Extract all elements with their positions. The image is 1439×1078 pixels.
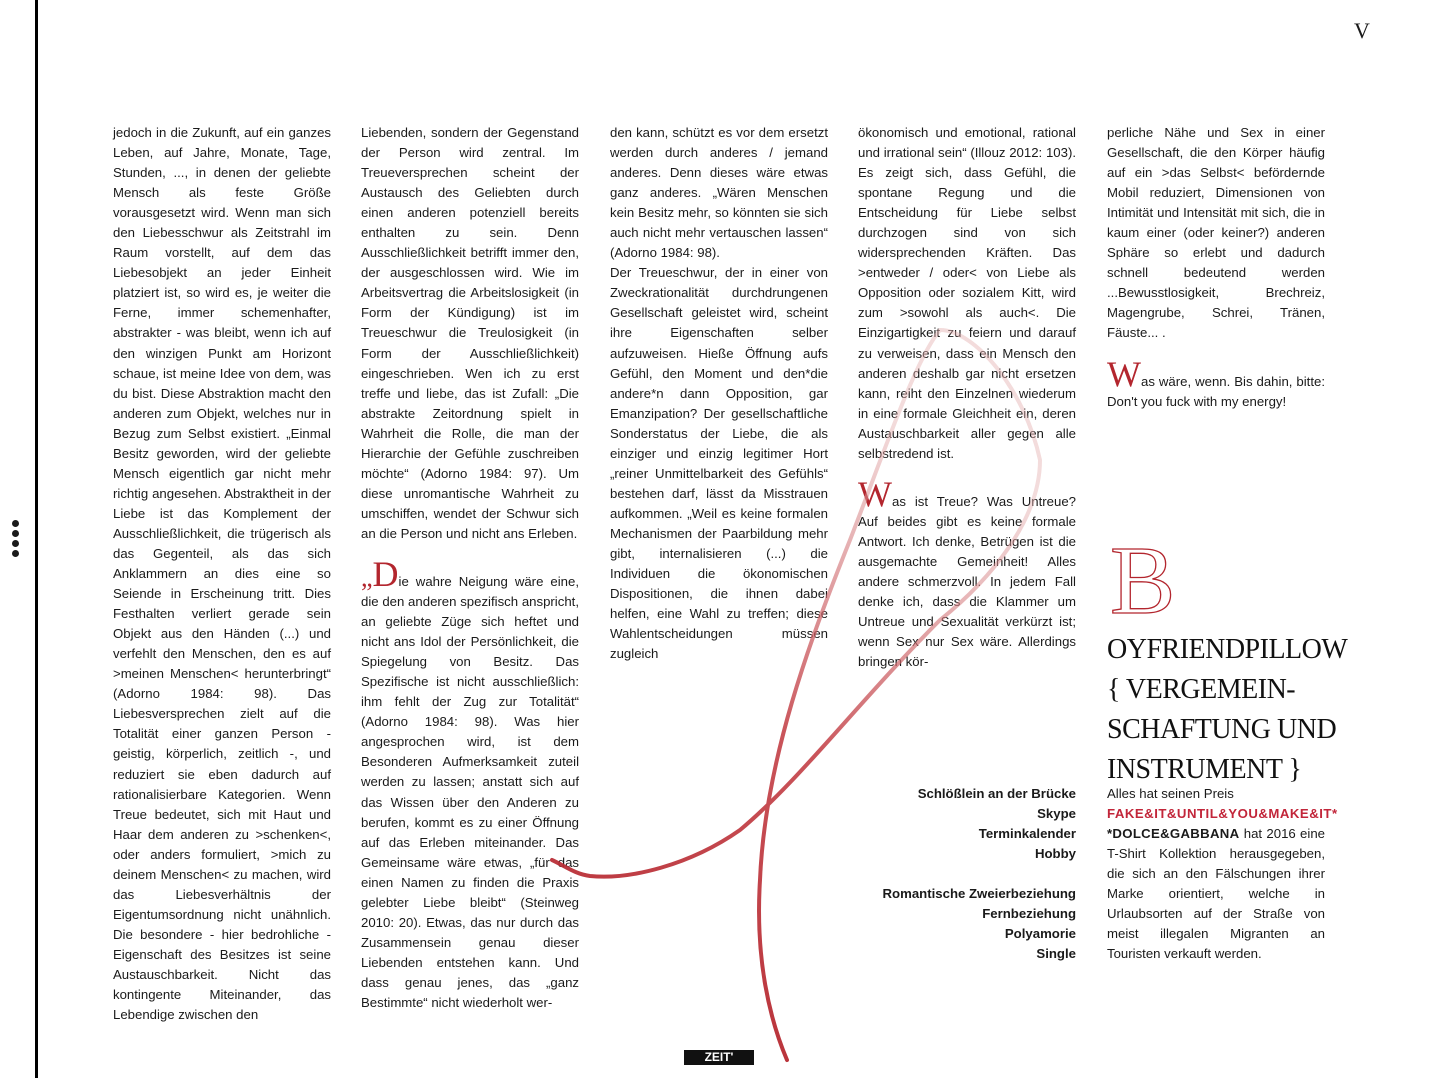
paragraph-text: as wäre, wenn. Bis dahin, bitte: Don't you fuck with my energy!: [1107, 373, 1325, 409]
text-column-1: [113, 123, 331, 1025]
keyword: Fernbeziehung: [982, 906, 1076, 922]
price-slogan: FAKE&IT&UNTIL&YOU&MAKE&IT*: [1107, 806, 1338, 822]
text-column-4: [858, 123, 1076, 672]
paragraph: ökonomisch und emotional, rational und irrational sein“ (Illouz 2012: 103). Es zeigt sich, dass Gefühl, die spontane Regung und die Entscheidung für Liebe selbst durchzogen sind von sich widersprechenden Kräften. Das >entweder / oder< von Liebe als Opposition oder sozialem Kitt, wird zum >sowohl als auch<. Die Einzigartigkeit zu feiern und darauf zu verweisen, dass ein Mensch den anderen deshalb gar nicht ersetzen kann, reiht den Einzelnen wiederum in eine formale Gleichheit ein, deren Austauschbarkeit aller gegen alle selbstredend ist.: [858, 125, 1076, 461]
quote-mark: „: [361, 562, 373, 592]
dropcap: W: [1107, 353, 1141, 394]
price-intro: Alles hat seinen Preis: [1107, 786, 1234, 801]
keyword: Single: [1036, 946, 1076, 962]
keyword: Schlößlein an der Brücke: [917, 786, 1076, 801]
price-block: [1107, 784, 1338, 964]
spine-line: [35, 0, 38, 1078]
title-line: INSTRUMENT }: [1107, 754, 1302, 785]
text-column-2: [361, 123, 579, 1013]
text-column-5: [1107, 123, 1325, 412]
paragraph: perliche Nähe und Sex in einer Gesellschaft, die den Körper häufig auf ein >das Selbst< befördernde Mobil reduziert, Dimensionen von Intimität und Intensität mit sich, die in kaum einer (oder keiner?) anderen Sphäre so erlebt und dadurch schnell bedeutend werden ...Bewusstlosigkeit, Brechreiz, Magengrube, Schrei, Tränen, Fäuste... .: [1107, 125, 1325, 341]
decorative-initial: B: [1110, 527, 1176, 635]
paragraph: jedoch in die Zukunft, auf ein ganzes Leben, auf Jahre, Monate, Tage, Stunden, ..., in denen der geliebte Mensch als feste Größe vorausgesetzt wird. Wenn man sich den Liebesschwur als Zeitstrahl im Raum vorstellt, auf dem das Liebesobjekt an jeder Einheit platziert ist, so wird es, je weiter die Ferne, immer schemenhafter, abstrakter - was bleibt, wenn ich auf den winzigen Punkt am Horizont schaue, ist meine Idee von dem, was du bist. Diese Abstraktion macht den anderen zum Objekt, welches nur in Bezug zum Selbst existiert. „Einmal Besitz geworden, wird der geliebte Mensch eigentlich gar nicht mehr richtig angesehen. Abstraktheit in der Liebe ist das Komplement der Ausschließlichkeit, die trügerisch als das Gegenteil, als das sich Anklammern an dies eine so Seiende in Erscheinung tritt. Dies Festhalten verliert gerade sein Objekt aus den Händen (...) und verfehlt den Menschen, den es auf >meinen Menschen< herunterbringt“ (Adorno 1984: 98). Das Liebesversprechen zielt auf die Totalität einer ganzen Person - geistig, körperlich, zeitlich -, und reduziert sie eben dadurch auf rationalisierbare Kategorien. Wenn Treue bedeutet, sich mit Haut und Haar dem anderen zu >schenken<, oder anders formuliert, >mich zu deinem Menschen< zu machen, wird das Liebesverhältnis der Eigentumsordnung nicht unähnlich. Die besondere - hier bedrohliche - Eigenschaft des Besitzes ist seine Austauschbarkeit. Nicht das kontingente Miteinander, das Lebendige zwischen den: [113, 125, 331, 1023]
title-line: { VERGEMEIN-: [1107, 674, 1296, 705]
keyword: Polyamorie: [1004, 926, 1076, 942]
quote-paragraph: [361, 553, 579, 1013]
keyword-list: [858, 784, 1076, 964]
keyword: Terminkalender: [978, 826, 1076, 842]
paragraph-text: as ist Treue? Was Untreue? Auf beides gibt es keine formale Antwort. Ich denke, Betrügen ist die ausgemachte Gemeinheit! Alles andere schmerzvoll. In jedem Fall denke ich, dass die Klammer um Untreue und Sexualität verkürzt ist; wenn Sex nur Sex wäre. Allerdings bringen kör-: [858, 493, 1076, 670]
dropcap-paragraph: [858, 473, 1076, 672]
dropcap: W: [858, 473, 892, 514]
page-folio: V: [1354, 18, 1370, 43]
more-options-icon[interactable]: [12, 520, 20, 560]
paragraph: Der Treueschwur, der in einer von Zweckrationalität durchdrungenen Gesellschaft geleistet wird, scheint ihre Eigenschaften selber aufzuweisen. Hieße Öffnung aufs Gefühl, den Moment und den*die andere*n dann Opposition, gar Emanzipation? Der gesellschaftliche Sonderstatus der Liebe, die als einziger und einzig legitimer Hort „reiner Unmittelbarkeit des Gefühls“ bestehen darf, lässt da Misstrauen aufkommen. „Weil es keine formalen Mechanismen der Paarbildung mehr gibt, internalisieren (...) die Individuen die ökonomischen Dispositionen, die ihnen dabei helfen, eine Wahl zu treffen; diese Wahlentscheidungen müssen zugleich: [610, 265, 828, 662]
title-line: SCHAFTUNG UND: [1107, 714, 1337, 745]
keyword: Hobby: [1034, 846, 1076, 862]
magazine-logo: ZEIT': [684, 1050, 754, 1065]
text-column-3: [610, 123, 828, 664]
footnote-brand: *DOLCE&GABBANA: [1107, 826, 1240, 842]
keyword: Skype: [1037, 806, 1076, 822]
section-title: [1107, 630, 1407, 790]
footnote: [1107, 824, 1325, 964]
paragraph: den kann, schützt es vor dem ersetzt werden durch anderes / jemand anderes. Denn dieses wäre etwas ganz anderes. „Wären Menschen kein Besitz mehr, so könnten sie sich auch nicht mehr vertauschen lassen“ (Adorno 1984: 98).: [610, 125, 828, 261]
quote-text: ie wahre Neigung wäre eine, die den anderen spezifisch anspricht, an geliebte Züge sich heftet und nicht ans Idol der Persönlichkeit, die Spiegelung von Besitz. Das Spezifische ist nicht ausschließlich: ihm fehlt der Zug zur Totalität“ (Adorno 1984: 98). Was hier angesprochen wird, ist dem Besonderen Aufmerksamkeit zuteil werden zu lassen; anstatt sich auf das Wissen über den Anderen zu berufen, kommt es zu einer Öffnung auf das Erleben miteinander. Das Gemeinsame wäre etwas, „für das einen Namen zu finden die Praxis gelebter Liebe bleibt“ (Steinweg 2010: 20). Etwas, das nur durch das Zusammensein genau dieser Liebenden entstehen kann. Und dass genau jenes, das „ganz Bestimmte“ nicht wiederholt wer-: [361, 573, 579, 1010]
paragraph: Liebenden, sondern der Gegenstand der Person wird zentral. Im Treueversprechen scheint der Austausch des Geliebten durch einen anderen potenziell bereits enthalten zu sein. Denn Ausschließlichkeit betrifft immer den, der ausgeschlossen wird. Wie im Arbeitsvertrag die Arbeitslosigkeit (in Form der Kündigung) ist im Treueschwur die Treulosigkeit (in Form der Ausschließlichkeit) eingeschrieben. Wen ich zu erst treffe und liebe, das ist Zufall: „Die abstrakte Zeitordnung spielt in Wahrheit die Rolle, die man der Hierarchie der Gefühle zuschreiben möchte“ (Adorno 1984: 97). Um diese unromantische Wahrheit zu umschiffen, wendet der Schwur sich an die Person und nicht ans Erleben.: [361, 125, 579, 541]
keyword: Romantische Zweierbeziehung: [882, 886, 1076, 902]
dropcap-paragraph: [1107, 353, 1325, 412]
footnote-text: hat 2016 eine T-Shirt Kollektion herausgegeben, die sich an den Fälschungen ihrer Marke orientiert, welche in Urlaubsorten auf der Straße von meist illegalen Migranten an Touristen verkauft werden.: [1107, 826, 1325, 962]
title-line: OYFRIENDPILLOW: [1107, 634, 1348, 665]
dropcap: D: [372, 553, 399, 594]
